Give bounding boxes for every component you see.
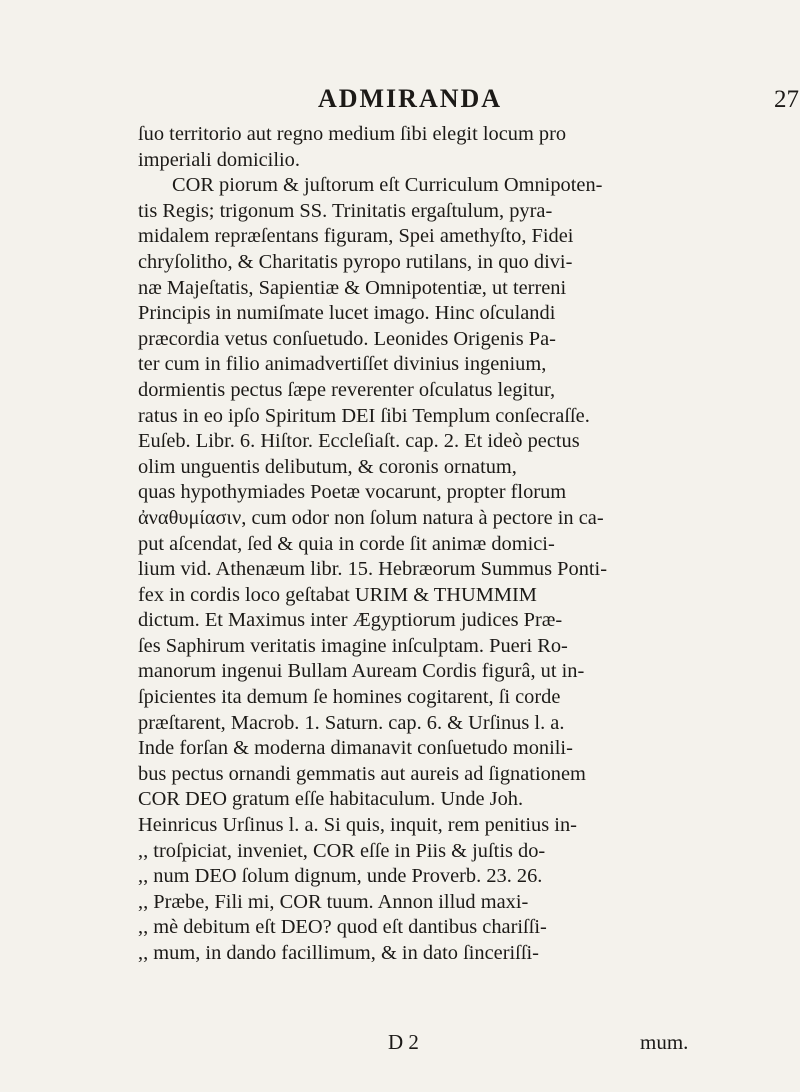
text-line: næ Majeſtatis, Sapientiæ & Omnipotentiæ, ut terreni [138, 276, 567, 299]
text-line: Heinricus Urſinus l. a. Si quis, inquit, rem penitius in- [138, 814, 577, 837]
text-line: ter cum in filio animadvertiſſet divinius ingenium, [138, 353, 547, 376]
signature-mark: D 2 [388, 1030, 419, 1054]
text-line: fex in cordis loco geſtabat URIM & THUMMIM [138, 583, 537, 606]
text-line: COR DEO gratum eſſe habitaculum. Unde Joh. [138, 788, 524, 811]
text-line: midalem repræſentans figuram, Spei amethyſto, Fidei [138, 225, 574, 248]
body-text [138, 122, 778, 967]
text-line: olim unguentis delibutum, & coronis ornatum, [138, 455, 517, 478]
quote-line: ,, troſpiciat, inveniet, COR eſſe in Piis & juſtis do- [138, 839, 546, 862]
text-line: Inde forſan & moderna dimanavit conſuetudo monili- [138, 737, 573, 760]
text-line: lium vid. Athenæum libr. 15. Hebræorum Summus Ponti- [138, 558, 608, 581]
text-line: manorum ingenui Bullam Auream Cordis figurâ, ut in- [138, 660, 585, 683]
text-line: put aſcendat, ſed & quia in corde ſit animæ domici- [138, 532, 555, 555]
text-line: Principis in numiſmate lucet imago. Hinc oſculandi [138, 302, 556, 325]
running-title: ADMIRANDA [317, 84, 503, 113]
text-line: imperiali domicilio. [138, 148, 300, 171]
text-line: ἀναθυμίασιν, cum odor non ſolum natura à pectore in ca- [138, 506, 604, 529]
quote-line: ,, num DEO ſolum dignum, unde Proverb. 23. 26. [138, 865, 543, 888]
quote-line: ,, mè debitum eſt DEO? quod eſt dantibus chariſſi- [138, 916, 547, 939]
text-line: præſtarent, Macrob. 1. Saturn. cap. 6. & Urſinus l. a. [138, 711, 565, 734]
text-line: dictum. Et Maximus inter Ægyptiorum judices Præ- [138, 609, 563, 632]
text-line: dormientis pectus ſæpe reverenter oſculatus legitur, [138, 378, 556, 401]
page-header [0, 84, 800, 120]
page-number: 27 [774, 86, 799, 113]
quote-line: ,, Præbe, Fili mi, COR tuum. Annon illud maxi- [138, 890, 529, 913]
text-line: bus pectus ornandi gemmatis aut aureis ad ſignationem [138, 762, 586, 785]
text-line: ſpicientes ita demum ſe homines cogitarent, ſi corde [138, 686, 561, 709]
text-line: ſes Saphirum veritatis imagine inſculptam. Pueri Ro- [138, 634, 568, 657]
text-line: præcordia vetus conſuetudo. Leonides Origenis Pa- [138, 327, 556, 350]
text-line: tis Regis; trigonum SS. Trinitatis ergaſtulum, pyra- [138, 199, 553, 222]
paragraph-start-line: COR piorum & juſtorum eſt Curriculum Omnipoten- [172, 174, 603, 197]
catchword: mum. [640, 1030, 689, 1054]
quote-line: ,, mum, in dando facillimum, & in dato ſinceriſſi- [138, 942, 539, 964]
text-line: Euſeb. Libr. 6. Hiſtor. Eccleſiaſt. cap. 2. Et ideò pectus [138, 430, 580, 453]
text-line: ſuo territorio aut regno medium ſibi elegit locum pro [138, 123, 567, 145]
text-line: quas hypothymiades Poetæ vocarunt, propter florum [138, 481, 567, 504]
text-line: chryſolitho, & Charitatis pyropo rutilans, in quo divi- [138, 250, 573, 273]
text-line: ratus in eo ipſo Spiritum DEI ſibi Templum conſecraſſe. [138, 404, 590, 427]
